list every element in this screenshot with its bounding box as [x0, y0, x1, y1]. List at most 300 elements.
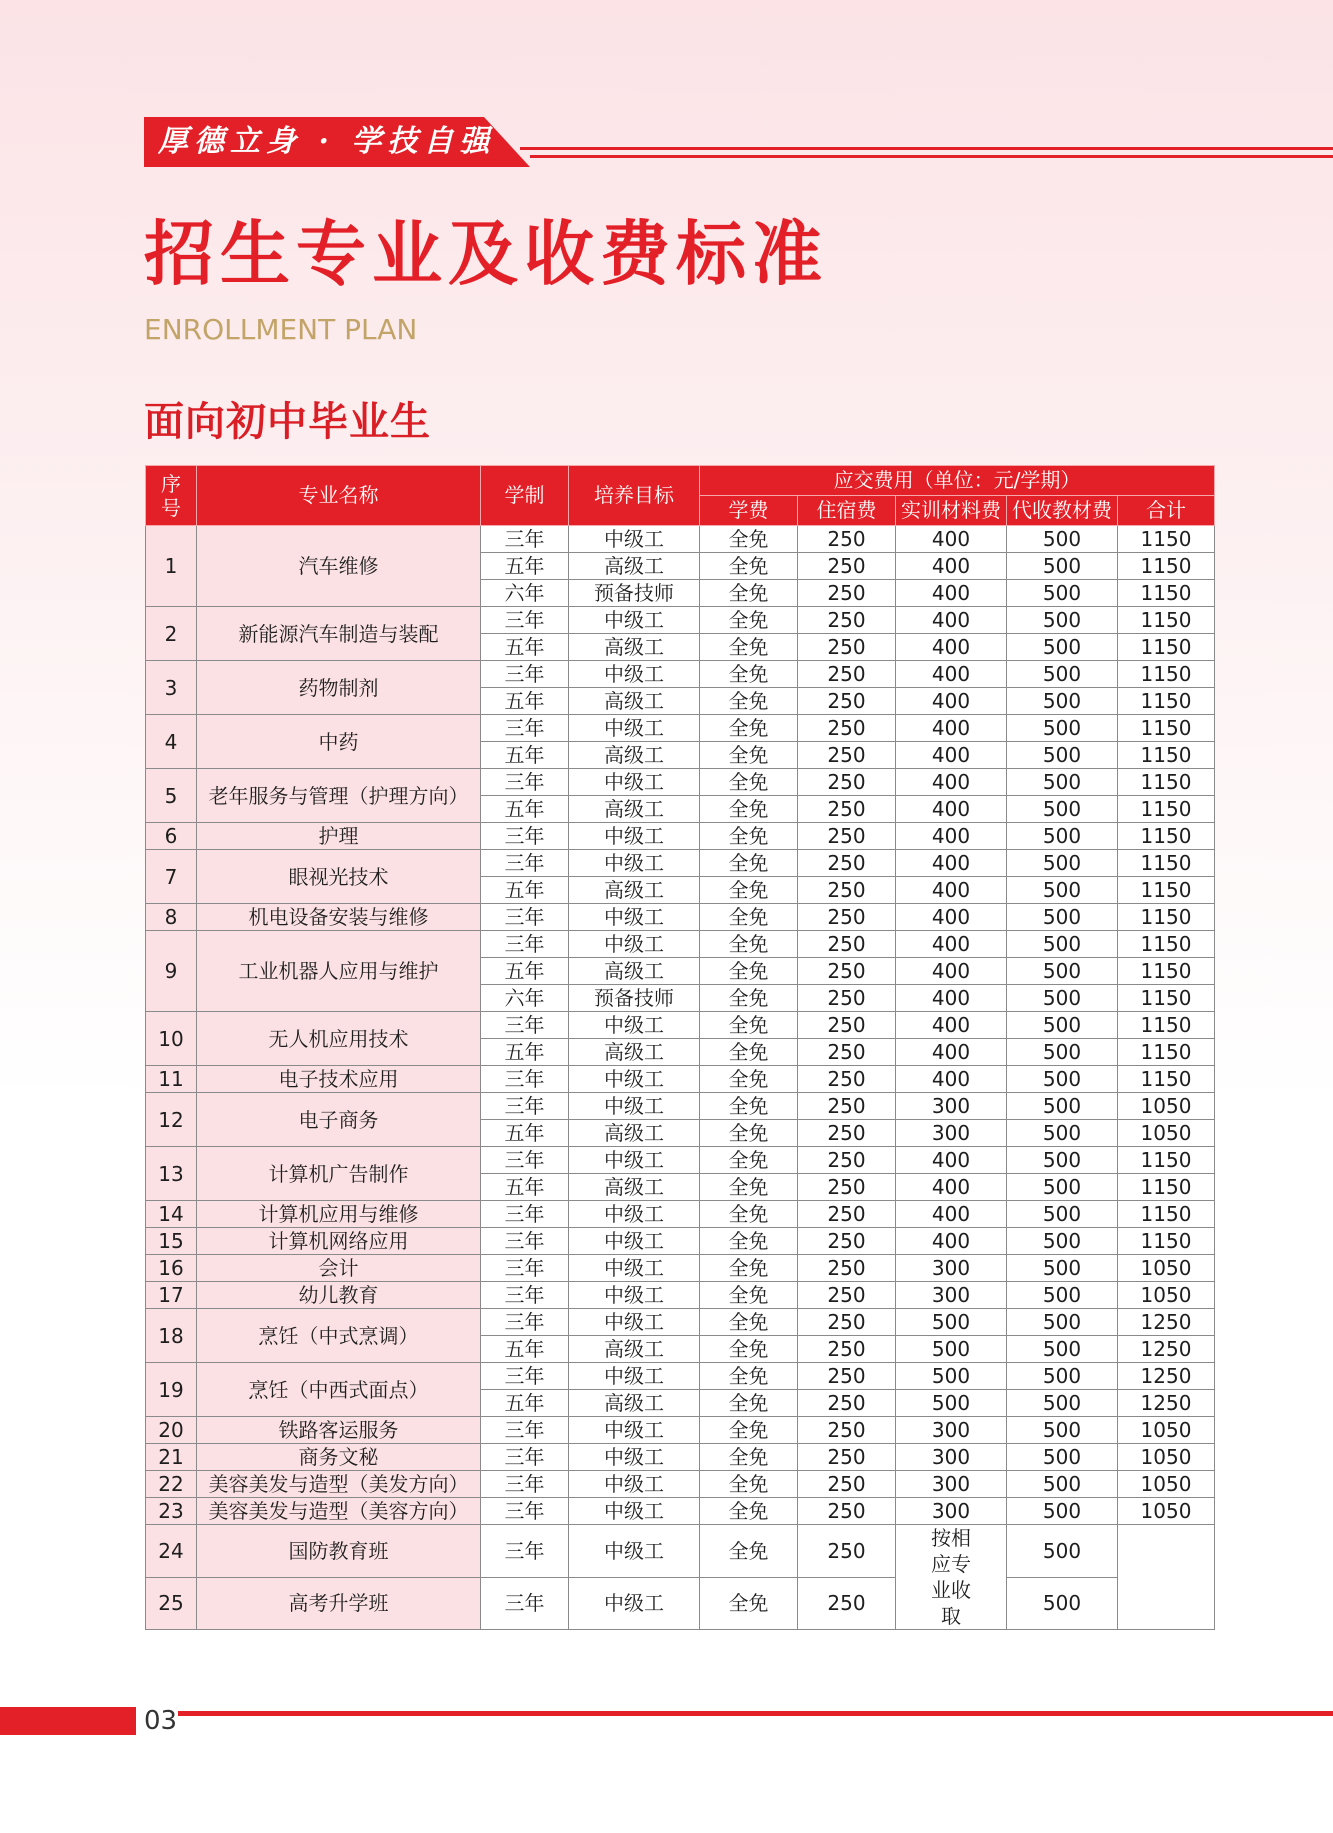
table-row: [146, 1012, 1215, 1039]
row-tuition: 全免: [700, 715, 798, 742]
row-duration: 三年: [481, 904, 569, 931]
row-total: 1150: [1118, 1147, 1215, 1174]
row-seq: 3: [146, 661, 197, 715]
table-row: [146, 1147, 1215, 1174]
row-dorm: 250: [798, 1282, 896, 1309]
row-materials: 400: [896, 1039, 1007, 1066]
row-textbooks: 500: [1007, 1093, 1118, 1120]
row-seq: 18: [146, 1309, 197, 1363]
row-materials: 300: [896, 1417, 1007, 1444]
row-total: 1150: [1118, 607, 1215, 634]
row-dorm: 250: [798, 607, 896, 634]
table-row: [146, 1498, 1215, 1525]
row-textbooks: 500: [1007, 1498, 1118, 1525]
row-dorm: 250: [798, 1201, 896, 1228]
row-textbooks: 500: [1007, 526, 1118, 553]
row-target: 中级工: [569, 1444, 700, 1471]
row-total: 1150: [1118, 877, 1215, 904]
row-dorm: 250: [798, 904, 896, 931]
row-tuition: 全免: [700, 526, 798, 553]
row-duration: 三年: [481, 1577, 569, 1630]
row-major-name: 机电设备安装与维修: [197, 904, 481, 931]
row-textbooks: 500: [1007, 877, 1118, 904]
row-duration: 六年: [481, 985, 569, 1012]
row-total: 1150: [1118, 634, 1215, 661]
row-duration: 五年: [481, 958, 569, 985]
row-materials: 400: [896, 580, 1007, 607]
row-materials: 500: [896, 1390, 1007, 1417]
row-major-name: 烹饪（中西式面点）: [197, 1363, 481, 1417]
row-materials: 500: [896, 1336, 1007, 1363]
table-row: [146, 769, 1215, 796]
row-dorm: 250: [798, 769, 896, 796]
row-textbooks: 500: [1007, 1066, 1118, 1093]
row-major-name: 汽车维修: [197, 526, 481, 607]
row-tuition: 全免: [700, 1577, 798, 1630]
row-target: 中级工: [569, 715, 700, 742]
row-dorm: 250: [798, 1390, 896, 1417]
row-total: 1150: [1118, 1201, 1215, 1228]
table-row: [146, 931, 1215, 958]
row-total: 1150: [1118, 661, 1215, 688]
row-duration: 三年: [481, 1363, 569, 1390]
row-tuition: 全免: [700, 580, 798, 607]
row-dorm: 250: [798, 580, 896, 607]
row-total: 1150: [1118, 931, 1215, 958]
row-total: 1150: [1118, 958, 1215, 985]
row-seq: 16: [146, 1255, 197, 1282]
row-textbooks: 500: [1007, 1201, 1118, 1228]
row-total: 1250: [1118, 1336, 1215, 1363]
row-seq: 24: [146, 1525, 197, 1578]
row-duration: 三年: [481, 1147, 569, 1174]
row-major-name: 工业机器人应用与维护: [197, 931, 481, 1012]
row-dorm: 250: [798, 553, 896, 580]
table-row: [146, 823, 1215, 850]
row-target: 中级工: [569, 1498, 700, 1525]
row-total-empty: [1118, 1525, 1215, 1630]
row-tuition: 全免: [700, 823, 798, 850]
row-target: 中级工: [569, 1066, 700, 1093]
header-major: 专业名称: [197, 466, 481, 526]
header-textbooks: 代收教材费: [1007, 496, 1118, 526]
row-dorm: 250: [798, 877, 896, 904]
row-major-name: 高考升学班: [197, 1577, 481, 1630]
row-dorm: 250: [798, 1228, 896, 1255]
row-total: 1150: [1118, 1012, 1215, 1039]
header-seq: [146, 466, 197, 526]
row-total: 1050: [1118, 1120, 1215, 1147]
row-major-name: 电子技术应用: [197, 1066, 481, 1093]
row-materials: 300: [896, 1498, 1007, 1525]
row-duration: 五年: [481, 796, 569, 823]
row-target: 高级工: [569, 1174, 700, 1201]
row-tuition: 全免: [700, 796, 798, 823]
row-duration: 三年: [481, 823, 569, 850]
row-tuition: 全免: [700, 904, 798, 931]
row-dorm: 250: [798, 1363, 896, 1390]
row-tuition: 全免: [700, 1363, 798, 1390]
row-tuition: 全免: [700, 1417, 798, 1444]
row-materials: 500: [896, 1363, 1007, 1390]
row-seq: 6: [146, 823, 197, 850]
row-total: 1050: [1118, 1417, 1215, 1444]
row-tuition: 全免: [700, 931, 798, 958]
header-tuition: 学费: [700, 496, 798, 526]
row-duration: 三年: [481, 1471, 569, 1498]
row-textbooks: 500: [1007, 1417, 1118, 1444]
row-total: 1150: [1118, 715, 1215, 742]
header-fees-group: 应交费用（单位：元/学期）: [700, 466, 1215, 496]
row-duration: 三年: [481, 607, 569, 634]
row-major-name: 计算机广告制作: [197, 1147, 481, 1201]
row-duration: 三年: [481, 526, 569, 553]
row-textbooks: 500: [1007, 769, 1118, 796]
row-materials: 400: [896, 715, 1007, 742]
row-materials: 300: [896, 1282, 1007, 1309]
row-seq: 22: [146, 1471, 197, 1498]
row-target: 中级工: [569, 1147, 700, 1174]
header-seq-label: 序号: [161, 471, 181, 520]
header-dorm: 住宿费: [798, 496, 896, 526]
row-duration: 五年: [481, 1039, 569, 1066]
row-textbooks: 500: [1007, 850, 1118, 877]
row-textbooks: 500: [1007, 1336, 1118, 1363]
row-duration: 三年: [481, 1282, 569, 1309]
row-materials: 400: [896, 850, 1007, 877]
banner-rule-bottom: [530, 155, 1333, 158]
row-major-name: 眼视光技术: [197, 850, 481, 904]
row-textbooks: 500: [1007, 1525, 1118, 1578]
row-tuition: 全免: [700, 1147, 798, 1174]
row-textbooks: 500: [1007, 1282, 1118, 1309]
row-dorm: 250: [798, 796, 896, 823]
row-dorm: 250: [798, 661, 896, 688]
row-target: 中级工: [569, 931, 700, 958]
row-total: 1050: [1118, 1444, 1215, 1471]
row-major-name: 铁路客运服务: [197, 1417, 481, 1444]
row-tuition: 全免: [700, 1255, 798, 1282]
page-title: 招生专业及收费标准: [144, 213, 828, 295]
row-seq: 12: [146, 1093, 197, 1147]
row-materials: 400: [896, 796, 1007, 823]
header-materials: 实训材料费: [896, 496, 1007, 526]
row-textbooks: 500: [1007, 1471, 1118, 1498]
row-duration: 六年: [481, 580, 569, 607]
row-textbooks: 500: [1007, 823, 1118, 850]
row-dorm: 250: [798, 1577, 896, 1630]
row-duration: 五年: [481, 1120, 569, 1147]
row-tuition: 全免: [700, 1228, 798, 1255]
row-seq: 10: [146, 1012, 197, 1066]
row-textbooks: 500: [1007, 580, 1118, 607]
row-textbooks: 500: [1007, 1444, 1118, 1471]
row-dorm: 250: [798, 526, 896, 553]
row-target: 预备技师: [569, 985, 700, 1012]
row-dorm: 250: [798, 850, 896, 877]
header-target: 培养目标: [569, 466, 700, 526]
row-dorm: 250: [798, 931, 896, 958]
row-textbooks: 500: [1007, 1577, 1118, 1630]
page-subtitle-en: ENROLLMENT PLAN: [144, 313, 418, 346]
row-textbooks: 500: [1007, 1039, 1118, 1066]
row-tuition: 全免: [700, 1201, 798, 1228]
row-tuition: 全免: [700, 1039, 798, 1066]
row-seq: 11: [146, 1066, 197, 1093]
row-textbooks: 500: [1007, 661, 1118, 688]
row-total: 1150: [1118, 985, 1215, 1012]
row-seq: 21: [146, 1444, 197, 1471]
row-dorm: 250: [798, 1147, 896, 1174]
row-total: 1150: [1118, 688, 1215, 715]
row-target: 中级工: [569, 1201, 700, 1228]
row-major-name: 药物制剂: [197, 661, 481, 715]
row-tuition: 全免: [700, 1120, 798, 1147]
row-target: 高级工: [569, 958, 700, 985]
row-materials: 400: [896, 1228, 1007, 1255]
row-textbooks: 500: [1007, 553, 1118, 580]
table-row: [146, 1471, 1215, 1498]
row-seq: 25: [146, 1577, 197, 1630]
table-row: [146, 850, 1215, 877]
row-seq: 4: [146, 715, 197, 769]
row-tuition: 全免: [700, 742, 798, 769]
table-row: [146, 1309, 1215, 1336]
row-textbooks: 500: [1007, 1363, 1118, 1390]
row-duration: 五年: [481, 553, 569, 580]
row-textbooks: 500: [1007, 931, 1118, 958]
row-dorm: 250: [798, 688, 896, 715]
row-seq: 2: [146, 607, 197, 661]
footer-bar: [0, 1707, 136, 1735]
row-tuition: 全免: [700, 1471, 798, 1498]
row-duration: 三年: [481, 1201, 569, 1228]
row-tuition: 全免: [700, 985, 798, 1012]
row-materials: 300: [896, 1471, 1007, 1498]
row-materials: 400: [896, 877, 1007, 904]
row-seq: 7: [146, 850, 197, 904]
row-dorm: 250: [798, 1336, 896, 1363]
row-total: 1250: [1118, 1309, 1215, 1336]
table-row: [146, 526, 1215, 553]
row-duration: 三年: [481, 1525, 569, 1578]
table-row: [146, 715, 1215, 742]
row-tuition: 全免: [700, 1309, 798, 1336]
row-dorm: 250: [798, 634, 896, 661]
row-duration: 三年: [481, 1309, 569, 1336]
row-materials: 300: [896, 1093, 1007, 1120]
table-row: [146, 1417, 1215, 1444]
row-target: 中级工: [569, 823, 700, 850]
row-textbooks: 500: [1007, 985, 1118, 1012]
row-duration: 三年: [481, 1444, 569, 1471]
row-duration: 三年: [481, 1066, 569, 1093]
header-total: 合计: [1118, 496, 1215, 526]
row-total: 1050: [1118, 1282, 1215, 1309]
row-major-name: 商务文秘: [197, 1444, 481, 1471]
row-materials: 400: [896, 553, 1007, 580]
row-dorm: 250: [798, 1120, 896, 1147]
row-major-name: 会计: [197, 1255, 481, 1282]
row-tuition: 全免: [700, 1066, 798, 1093]
row-target: 高级工: [569, 634, 700, 661]
row-dorm: 250: [798, 742, 896, 769]
row-tuition: 全免: [700, 877, 798, 904]
row-target: 高级工: [569, 877, 700, 904]
section-title: 面向初中毕业生: [144, 399, 431, 445]
row-seq: 8: [146, 904, 197, 931]
row-textbooks: 500: [1007, 1309, 1118, 1336]
row-tuition: 全免: [700, 769, 798, 796]
row-duration: 三年: [481, 715, 569, 742]
row-duration: 三年: [481, 1255, 569, 1282]
row-target: 高级工: [569, 553, 700, 580]
table-row: [146, 904, 1215, 931]
row-materials: 400: [896, 1066, 1007, 1093]
row-total: 1150: [1118, 580, 1215, 607]
row-textbooks: 500: [1007, 742, 1118, 769]
row-materials: 500: [896, 1309, 1007, 1336]
row-major-name: 幼儿教育: [197, 1282, 481, 1309]
row-duration: 五年: [481, 877, 569, 904]
row-materials: 400: [896, 931, 1007, 958]
row-tuition: 全免: [700, 850, 798, 877]
row-major-name: 电子商务: [197, 1093, 481, 1147]
row-materials: 400: [896, 985, 1007, 1012]
row-duration: 三年: [481, 1012, 569, 1039]
row-textbooks: 500: [1007, 715, 1118, 742]
row-materials: 400: [896, 1201, 1007, 1228]
row-major-name: 老年服务与管理（护理方向）: [197, 769, 481, 823]
row-textbooks: 500: [1007, 904, 1118, 931]
row-materials: 300: [896, 1120, 1007, 1147]
row-textbooks: 500: [1007, 1012, 1118, 1039]
row-major-name: 新能源汽车制造与装配: [197, 607, 481, 661]
row-textbooks: 500: [1007, 607, 1118, 634]
row-duration: 三年: [481, 1093, 569, 1120]
row-target: 高级工: [569, 796, 700, 823]
row-target: 中级工: [569, 607, 700, 634]
row-dorm: 250: [798, 1525, 896, 1578]
row-total: 1150: [1118, 796, 1215, 823]
row-target: 中级工: [569, 904, 700, 931]
row-target: 中级工: [569, 1093, 700, 1120]
row-duration: 五年: [481, 742, 569, 769]
row-tuition: 全免: [700, 1282, 798, 1309]
row-total: 1050: [1118, 1498, 1215, 1525]
row-duration: 三年: [481, 931, 569, 958]
row-dorm: 250: [798, 958, 896, 985]
table-row: [146, 1201, 1215, 1228]
row-duration: 五年: [481, 634, 569, 661]
row-total: 1050: [1118, 1093, 1215, 1120]
table-row: [146, 1525, 1215, 1578]
row-total: 1050: [1118, 1471, 1215, 1498]
row-textbooks: 500: [1007, 1147, 1118, 1174]
row-dorm: 250: [798, 1093, 896, 1120]
header-duration: 学制: [481, 466, 569, 526]
row-seq: 17: [146, 1282, 197, 1309]
row-target: 高级工: [569, 1039, 700, 1066]
row-duration: 三年: [481, 1498, 569, 1525]
row-target: 中级工: [569, 1228, 700, 1255]
row-tuition: 全免: [700, 1093, 798, 1120]
row-major-name: 中药: [197, 715, 481, 769]
row-duration: 三年: [481, 1228, 569, 1255]
row-materials: 400: [896, 769, 1007, 796]
row-target: 高级工: [569, 1120, 700, 1147]
row-major-name: 美容美发与造型（美发方向）: [197, 1471, 481, 1498]
row-target: 高级工: [569, 742, 700, 769]
row-seq: 23: [146, 1498, 197, 1525]
table-row: [146, 1577, 1215, 1630]
row-target: 高级工: [569, 1336, 700, 1363]
row-target: 中级工: [569, 1012, 700, 1039]
row-duration: 五年: [481, 1336, 569, 1363]
row-duration: 三年: [481, 850, 569, 877]
row-total: 1150: [1118, 742, 1215, 769]
row-tuition: 全免: [700, 1336, 798, 1363]
row-target: 高级工: [569, 688, 700, 715]
row-duration: 三年: [481, 1417, 569, 1444]
row-dorm: 250: [798, 715, 896, 742]
row-materials: 400: [896, 1147, 1007, 1174]
row-dorm: 250: [798, 823, 896, 850]
row-textbooks: 500: [1007, 1174, 1118, 1201]
table-row: [146, 1228, 1215, 1255]
row-textbooks: 500: [1007, 688, 1118, 715]
row-total: 1250: [1118, 1363, 1215, 1390]
row-materials: 400: [896, 661, 1007, 688]
row-target: 中级工: [569, 1471, 700, 1498]
row-target: 中级工: [569, 1577, 700, 1630]
row-dorm: 250: [798, 1309, 896, 1336]
row-target: 中级工: [569, 1417, 700, 1444]
row-major-name: 烹饪（中式烹调）: [197, 1309, 481, 1363]
table-row: [146, 661, 1215, 688]
footer-rule: [178, 1711, 1333, 1716]
row-materials: 300: [896, 1255, 1007, 1282]
row-materials: 400: [896, 958, 1007, 985]
row-total: 1150: [1118, 1066, 1215, 1093]
slogan-text: 厚德立身 · 学技自强: [158, 124, 496, 159]
row-materials: 400: [896, 904, 1007, 931]
table-row: [146, 1363, 1215, 1390]
row-tuition: 全免: [700, 607, 798, 634]
table-row: [146, 1066, 1215, 1093]
row-materials: 400: [896, 607, 1007, 634]
row-seq: 15: [146, 1228, 197, 1255]
row-duration: 五年: [481, 688, 569, 715]
row-total: 1150: [1118, 1174, 1215, 1201]
row-materials: 300: [896, 1444, 1007, 1471]
row-target: 中级工: [569, 1525, 700, 1578]
row-materials-note: 按相应专业收取: [896, 1525, 1007, 1630]
row-target: 中级工: [569, 661, 700, 688]
row-major-name: 计算机网络应用: [197, 1228, 481, 1255]
table-row: [146, 607, 1215, 634]
table-row: [146, 1255, 1215, 1282]
row-materials: 400: [896, 823, 1007, 850]
row-tuition: 全免: [700, 958, 798, 985]
row-target: 中级工: [569, 1282, 700, 1309]
row-target: 中级工: [569, 769, 700, 796]
row-tuition: 全免: [700, 1174, 798, 1201]
row-dorm: 250: [798, 1471, 896, 1498]
row-duration: 五年: [481, 1390, 569, 1417]
row-materials: 400: [896, 1012, 1007, 1039]
row-textbooks: 500: [1007, 1255, 1118, 1282]
